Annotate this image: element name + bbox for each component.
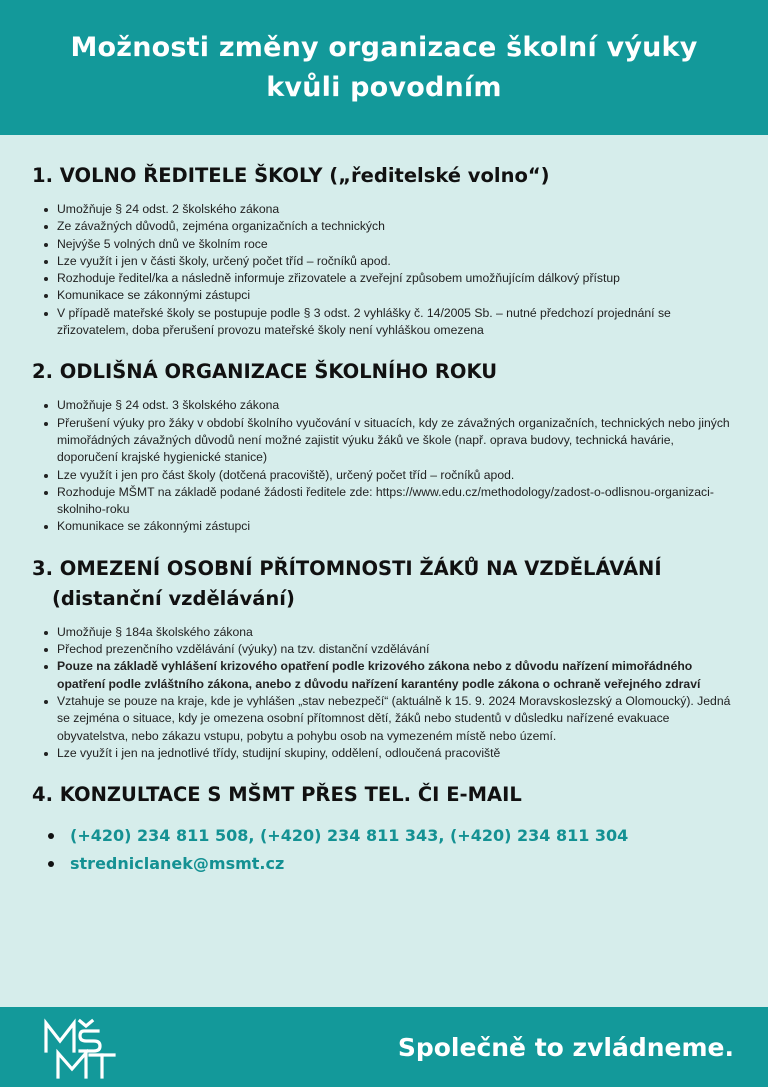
page-title-line2: kvůli povodním	[266, 71, 502, 103]
list-item-bold: Pouze na základě vyhlášení krizového opatření podle krizového zákona nebo z důvodu nařízení mimořádného opatření podle zvláštního zákona, anebo z důvodu nařízení karantény podle zákona o ochraně veřejného zdraví	[44, 658, 732, 693]
msmt-logo	[42, 1017, 134, 1081]
list-item: Lze využít i jen v části školy, určený počet tříd – ročníků apod.	[44, 253, 732, 270]
list-item: Rozhoduje MŠMT na základě podané žádosti ředitele zde: https://www.edu.cz/methodology/zadost-o-odlisnou-organizaci-skolniho-roku	[44, 484, 732, 519]
list-item: Umožňuje § 24 odst. 3 školského zákona	[44, 397, 732, 414]
list-item: Umožňuje § 184a školského zákona	[44, 624, 732, 641]
list-item: Přerušení výuky pro žáky v období školního vyučování v situacích, kdy ze závažných organizačních, technických nebo jiných mimořádných závažných důvodů není možné zajistit výuku žáků ve škole (např. oprava budovy, technická havárie, doporučení krajské hygienické stanice)	[44, 415, 732, 467]
page-title-line1: Možnosti změny organizace školní výuky	[70, 31, 698, 63]
section-title: 1. VOLNO ŘEDITELE ŠKOLY („ředitelské volno“)	[32, 164, 550, 187]
list-item: Lze využít i jen na jednotlivé třídy, studijní skupiny, oddělení, odloučená pracoviště	[44, 745, 732, 762]
slogan: Společně to zvládneme.	[397, 1033, 734, 1062]
section-director-leave	[32, 163, 732, 339]
list-item: Rozhoduje ředitel/ka a následně informuje zřizovatele a zveřejní způsobem umožňujícím dálkový přístup	[44, 270, 732, 287]
list-item: Umožňuje § 24 odst. 2 školského zákona	[44, 201, 732, 218]
footer-banner	[0, 1007, 768, 1087]
section-title	[32, 556, 732, 612]
section-school-year-organization	[32, 359, 732, 535]
list-item: Ze závažných důvodů, zejména organizačních a technických	[44, 218, 732, 235]
section-title: 4. KONZULTACE S MŠMT PŘES TEL. ČI E-MAIL	[32, 783, 522, 807]
list-item: V případě mateřské školy se postupuje podle § 3 odst. 2 vyhlášky č. 14/2005 Sb. – nutné předchozí projednání se zřizovatelem, doba přerušení provozu mateřské školy není vyhláškou omezena	[44, 305, 732, 340]
contact-phones[interactable]: (+420) 234 811 508, (+420) 234 811 343, (+420) 234 811 304	[48, 822, 732, 850]
list-item: Komunikace se zákonnými zástupci	[44, 518, 732, 535]
section-title-main: 3. OMEZENÍ OSOBNÍ PŘÍTOMNOSTI ŽÁKŮ NA VZDĚLÁVÁNÍ	[32, 556, 662, 580]
list-item: Lze využít i jen pro část školy (dotčená pracoviště), určený počet tříd – ročníků apod.	[44, 467, 732, 484]
list-item: Přechod prezenčního vzdělávání (výuky) na tzv. distanční vzdělávání	[44, 641, 732, 658]
section-subtitle: (distanční vzdělávání)	[52, 586, 295, 610]
page-title	[70, 28, 697, 108]
section-title: 2. ODLIŠNÁ ORGANIZACE ŠKOLNÍHO ROKU	[32, 360, 498, 384]
main-content	[32, 163, 732, 898]
list-item: Komunikace se zákonnými zástupci	[44, 287, 732, 304]
section-distance-learning	[32, 556, 732, 762]
header-banner	[0, 0, 768, 135]
contact-email[interactable]: stredniclanek@msmt.cz	[48, 850, 732, 878]
section-consultation	[32, 782, 732, 878]
contact-list	[32, 822, 732, 878]
item-list	[32, 624, 732, 762]
list-item: Nejvýše 5 volných dnů ve školním roce	[44, 236, 732, 253]
list-item: Vztahuje se pouze na kraje, kde je vyhlášen „stav nebezpečí“ (aktuálně k 15. 9. 2024 Moravskoslezský a Olomoucký). Jedná se zejména o situace, kdy je omezena osobní přítomnost dětí, žáků nebo studentů v důsledku nařízené evakuace obyvatelstva, nebo zákazu vstupu, pobytu a pohybu osob na vymezeném místě nebo území.	[44, 693, 732, 745]
item-list	[32, 397, 732, 535]
item-list	[32, 201, 732, 339]
